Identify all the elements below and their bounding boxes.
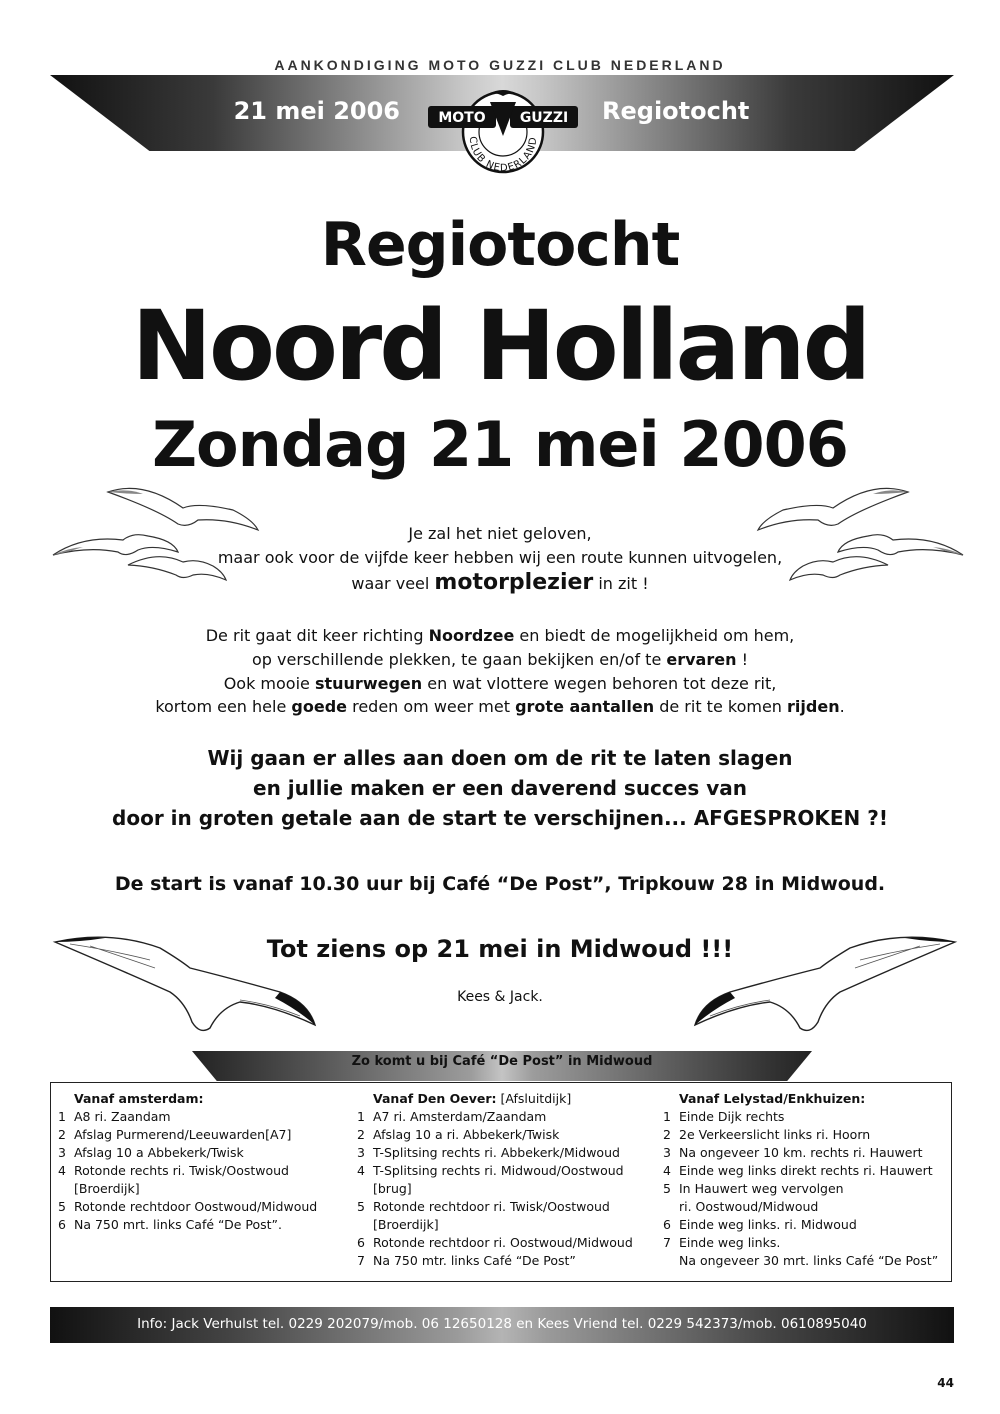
route-step: 3 Na ongeveer 10 km. rechts ri. Hauwert — [663, 1145, 923, 1160]
svg-text:MOTO: MOTO — [438, 110, 486, 126]
route-step: 2 2e Verkeerslicht links ri. Hoorn — [663, 1127, 871, 1142]
route-step: 7 Einde weg links. — [663, 1235, 781, 1250]
svg-text:GUZZI: GUZZI — [519, 110, 569, 126]
intro-line-3: waar veel motorplezier in zit ! — [351, 570, 649, 595]
page-number: 44 — [937, 1376, 954, 1390]
contact-info: Info: Jack Verhulst tel. 0229 202079/mob. 06 12650128 en Kees Vriend tel. 0229 542373/mob. 0610895040 — [137, 1316, 867, 1332]
route-step: 1 A8 ri. Zaandam — [58, 1109, 171, 1124]
route-step: [brug] — [373, 1181, 412, 1196]
header-caption: AANKONDIGING MOTO GUZZI CLUB NEDERLAND — [274, 57, 726, 73]
route-heading: Vanaf Lelystad/Enkhuizen: — [679, 1091, 866, 1106]
route-den-oever — [357, 1090, 647, 1270]
route-step: 6 Einde weg links. ri. Midwoud — [663, 1217, 857, 1232]
route-step: 1 A7 ri. Amsterdam/Zaandam — [357, 1109, 547, 1124]
route-step: 5 Rotonde rechtdoor Oostwoud/Midwoud — [58, 1199, 318, 1214]
moto-guzzi-logo — [418, 80, 588, 180]
route-heading: Vanaf amsterdam: — [74, 1091, 204, 1106]
route-step: 2 Afslag 10 a ri. Abbekerk/Twisk — [357, 1127, 560, 1142]
description-line-2: op verschillende plekken, te gaan bekijken en/of te ervaren ! — [252, 650, 748, 669]
route-step: 2 Afslag Purmerend/Leeuwarden[A7] — [58, 1127, 292, 1142]
route-step: 1 Einde Dijk rechts — [663, 1109, 785, 1124]
route-step: 4 T-Splitsing rechts ri. Midwoud/Oostwoud — [357, 1163, 624, 1178]
route-step: ri. Oostwoud/Midwoud — [679, 1199, 819, 1214]
route-lelystad-enkhuizen — [663, 1090, 948, 1270]
start-info: De start is vanaf 10.30 uur bij Café “De Post”, Tripkouw 28 in Midwoud. — [114, 873, 886, 895]
route-amsterdam — [58, 1090, 348, 1234]
title-regiotocht: Regiotocht — [320, 210, 680, 280]
route-step: 6 Na 750 mrt. links Café “De Post”. — [58, 1217, 283, 1232]
callout-line-1: Wij gaan er alles aan doen om de rit te laten slagen — [207, 746, 793, 770]
title-date: Zondag 21 mei 2006 — [152, 408, 848, 481]
route-heading: Vanaf Den Oever: [Afsluitdijk] — [373, 1091, 572, 1106]
callout-line-3: door in groten getale aan de start te verschijnen... AFGESPROKEN ?! — [112, 806, 888, 830]
banner-event: Regiotocht — [602, 97, 750, 125]
title-noord-holland: Noord Holland — [131, 290, 869, 402]
route-step: 5 In Hauwert weg vervolgen — [663, 1181, 844, 1196]
route-step: 3 Afslag 10 a Abbekerk/Twisk — [58, 1145, 244, 1160]
description-line-3: Ook mooie stuurwegen en wat vlottere wegen behoren tot deze rit, — [223, 674, 777, 693]
route-step: 6 Rotonde rechtdoor ri. Oostwoud/Midwoud — [357, 1235, 633, 1250]
route-step: 4 Einde weg links direkt rechts ri. Hauwert — [663, 1163, 933, 1178]
description-line-1: De rit gaat dit keer richting Noordzee en biedt de mogelijkheid om hem, — [205, 626, 795, 645]
callout-line-2: en jullie maken er een daverend succes van — [253, 776, 747, 800]
banner-date: 21 mei 2006 — [233, 97, 400, 125]
intro-line-1: Je zal het niet geloven, — [408, 524, 592, 543]
route-banner-title: Zo komt u bij Café “De Post” in Midwoud — [351, 1054, 653, 1069]
route-step: 4 Rotonde rechts ri. Twisk/Oostwoud — [58, 1163, 289, 1178]
route-step: [Broerdijk] — [373, 1217, 439, 1232]
route-step: 7 Na 750 mtr. links Café “De Post” — [357, 1253, 576, 1268]
intro-line-2: maar ook voor de vijfde keer hebben wij een route kunnen uitvogelen, — [217, 548, 783, 567]
route-step: [Broerdijk] — [74, 1181, 140, 1196]
route-step: Na ongeveer 30 mrt. links Café “De Post” — [679, 1253, 939, 1268]
farewell: Tot ziens op 21 mei in Midwoud !!! — [266, 935, 734, 963]
description-line-4: kortom een hele goede reden om weer met grote aantallen de rit te komen rijden. — [155, 697, 845, 716]
route-step: 3 T-Splitsing rechts ri. Abbekerk/Midwoud — [357, 1145, 620, 1160]
route-step: 5 Rotonde rechtdoor ri. Twisk/Oostwoud — [357, 1199, 610, 1214]
signature: Kees & Jack. — [457, 989, 543, 1005]
svg-text:CLUB NEDERLAND: CLUB NEDERLAND — [466, 135, 540, 175]
